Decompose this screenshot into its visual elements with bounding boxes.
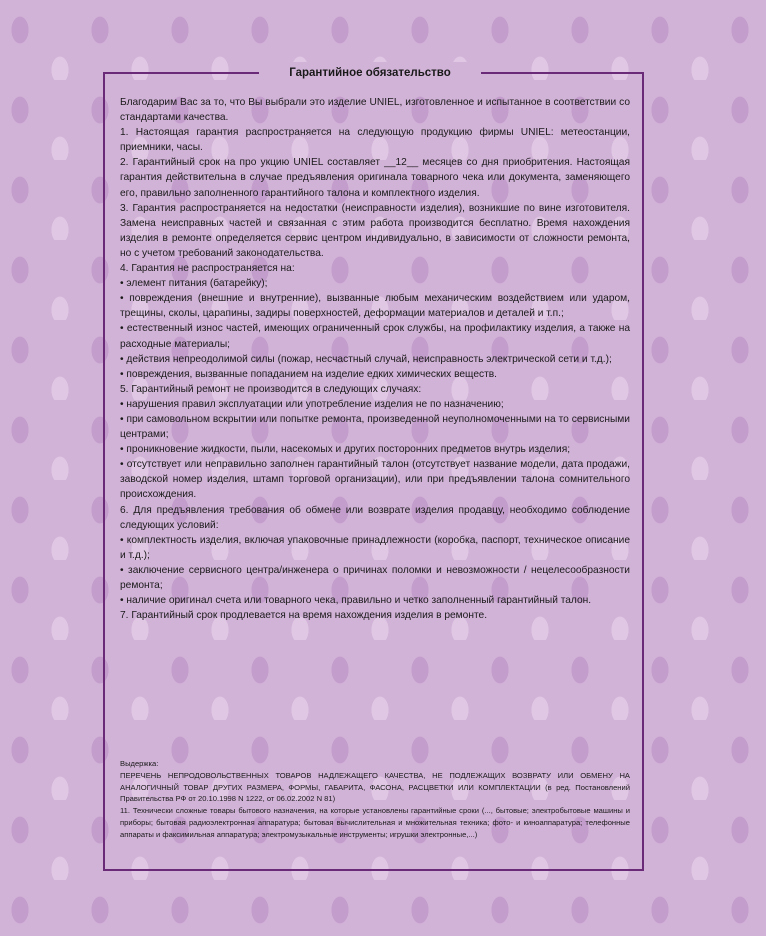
- paragraph: • наличие оригинал счета или товарного чека, правильно и четко заполненный гарантийный талон.: [120, 595, 592, 607]
- paragraph: • при самовольном вскрытии или попытке ремонта, произведенной неуполномоченными на то сервисными центрами;: [120, 413, 630, 441]
- paragraph: 5. Гарантийный ремонт не производится в следующих случаях:: [120, 383, 422, 395]
- paragraph: 2. Гарантийный срок на про укцию UNIEL составляет __12__ месяцев со дня приобритения. Настоящая гарантия действительна в случае предъявления оригинала товарного чека или документа, заменяющего его, правильно заполненного гарантийного талона и комплектного изделия.: [120, 157, 630, 199]
- paragraph: Благодарим Вас за то, что Вы выбрали это изделие UNIEL, изготовленное и испытанное в соответствии со стандартами качества.: [120, 97, 630, 124]
- extract-heading: Выдержка:: [120, 759, 159, 768]
- paragraph: • естественный износ частей, имеющих ограниченный срок службы, на профилактику изделия, а также на расходные материалы;: [120, 323, 630, 350]
- paragraph: • проникновение жидкости, пыли, насекомых и других посторонних предметов внутрь изделия;: [120, 444, 571, 456]
- warranty-text: [120, 95, 630, 623]
- paragraph: • отсутствует или неправильно заполнен гарантийный талон (отсутствует название модели, дата продажи, заводской номер изделия, штамп торговой организации), или при предъявлении талона сомнительного происхождения.: [120, 459, 630, 501]
- paragraph: • комплектность изделия, включая упаковочные принадлежности (коробка, паспорт, техническое описание и т.д.);: [120, 534, 630, 561]
- title-wrap: [259, 62, 481, 84]
- paragraph: 3. Гарантия распространяется на недостатки (неисправности изделия), возникшие по вине изготовителя. Замена неисправных частей и связанная с этим работа производится бесплатно. Время нахождения изделия в ремонте определяется сервис центром индивидуально, в зависимости от сложности ремонта, но с учетом требований законодательства.: [120, 202, 630, 259]
- paragraph: • элемент питания (батарейку);: [120, 278, 268, 290]
- extract-item: 11. Технически сложные товары бытового назначения, на которые установлены гарантийные сроки (..., бытовые; электробытовые машины и приборы; бытовая радиоэлектронная аппаратура; бытовая вычислительная и множительная техника; фото- и киноаппаратура; телефонные аппараты и факсимильная аппаратура; электромузыкальные инструменты; игрушки электронные,...): [120, 806, 630, 839]
- legal-extract: [120, 758, 630, 841]
- paragraph: • повреждения, вызванные попаданием на изделие едких химических веществ.: [120, 368, 497, 380]
- paragraph: • нарушения правил эксплуатации или употребление изделия не по назначению;: [120, 398, 504, 410]
- paragraph: 6. Для предъявления требования об обмене или возврате изделия продавцу, необходимо соблюдение следующих условий:: [120, 504, 630, 531]
- paragraph: • повреждения (внешние и внутренние), вызванные любым механическим воздействием или ударом, трещины, сколы, царапины, задиры поверхностей, деформации материалов и деталей и т.п.;: [120, 293, 630, 320]
- paragraph: • заключение сервисного центра/инженера о причинах поломки и невозможности / нецелесообразности ремонта;: [120, 564, 630, 591]
- paragraph: 7. Гарантийный срок продлевается на время нахождения изделия в ремонте.: [120, 610, 488, 622]
- paragraph: • действия непреодолимой силы (пожар, несчастный случай, неисправность электрической сети и т.д.);: [120, 353, 612, 365]
- extract-list-title: ПЕРЕЧЕНЬ НЕПРОДОВОЛЬСТВЕННЫХ ТОВАРОВ НАДЛЕЖАЩЕГО КАЧЕСТВА, НЕ ПОДЛЕЖАЩИХ ВОЗВРАТУ ИЛИ ОБМЕНУ НА АНАЛОГИЧНЫЙ ТОВАР ДРУГИХ РАЗМЕРА, ФОРМЫ, ГАБАРИТА, ФАСОНА, РАСЦВЕТКИ ИЛИ КОМПЛЕКТАЦИИ (в ред. Постановлений Правительства РФ от 20.10.1998 N 1222, от 06.02.2002 N 81): [120, 770, 630, 804]
- document-title: Гарантийное обязательство: [289, 67, 451, 79]
- paragraph: 4. Гарантия не распространяется на:: [120, 263, 295, 275]
- paragraph: 1. Настоящая гарантия распространяется на следующую продукцию фирмы UNIEL: метеостанции, приемники, часы.: [120, 127, 630, 154]
